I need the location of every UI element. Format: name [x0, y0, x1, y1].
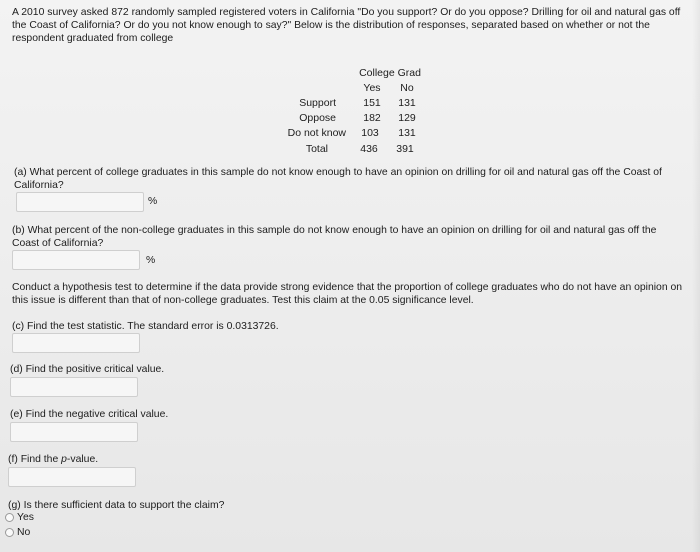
table-row-label: Support — [299, 97, 336, 109]
table-col-no: No — [400, 82, 414, 94]
table-row-label: Do not know — [287, 127, 346, 139]
table-cell: 436 — [360, 143, 378, 155]
table-cell: 103 — [361, 127, 379, 139]
question-d-text: (d) Find the positive critical value. — [10, 364, 165, 375]
radio-yes-label: Yes — [17, 512, 34, 523]
problem-intro: A 2010 survey asked 872 randomly sampled registered voters in California "Do you support? Or do you oppose? Drilling for oil and natural gas off the Coast of California? Or do you not know enough to say?" Below is the distribution of responses, separated based on whether or not the respondent graduated from college — [12, 7, 681, 44]
question-b-input[interactable] — [13, 251, 139, 269]
question-a-text: (a) What percent of college graduates in this sample do not know enough to have an opinion on drilling for oil and natural gas off the Coast of California? — [14, 167, 662, 191]
question-b-input-box — [12, 250, 140, 270]
table-cell: 151 — [363, 97, 381, 109]
question-e-text: (e) Find the negative critical value. — [10, 409, 169, 420]
table-cell: 131 — [398, 127, 416, 139]
table-col-yes: Yes — [363, 82, 381, 94]
question-b-unit: % — [146, 255, 156, 266]
question-c-input[interactable] — [13, 334, 139, 352]
question-f-input[interactable] — [9, 468, 135, 486]
table-row-label: Total — [305, 143, 328, 155]
radio-yes[interactable] — [5, 513, 14, 522]
table-cell: 391 — [396, 143, 414, 155]
table-header-college-grad: College Grad — [359, 67, 421, 79]
question-g-text: (g) Is there sufficient data to support the claim? — [8, 500, 225, 511]
question-e-input[interactable] — [11, 423, 137, 441]
radio-option-no[interactable] — [5, 527, 30, 538]
question-d-input[interactable] — [11, 378, 137, 396]
question-f-prefix: (f) Find the — [8, 454, 62, 465]
table-cell: 182 — [363, 112, 381, 124]
question-c-text: (c) Find the test statistic. The standard error is 0.0313726. — [12, 321, 279, 332]
hypothesis-instructions: Conduct a hypothesis test to determine if the data provide strong evidence that the proportion of college graduates who do not have an opinion on this issue is different than that of non-college graduates. Test this claim at the 0.05 significance level. — [12, 282, 683, 306]
question-b-text: (b) What percent of the non-college graduates in this sample do not know enough to have an opinion on drilling for oil and natural gas off the Coast of California? — [12, 225, 657, 249]
radio-no-label: No — [17, 527, 31, 538]
table-cell: 131 — [398, 97, 416, 109]
table-row-label: Oppose — [299, 112, 336, 124]
question-f-p-symbol: p — [61, 454, 67, 465]
radio-no[interactable] — [5, 528, 14, 537]
question-a-input[interactable] — [17, 193, 143, 211]
question-c-input-box — [12, 333, 140, 353]
question-a-input-box — [16, 192, 144, 212]
question-d-input-box — [10, 377, 138, 397]
question-f-text — [8, 453, 408, 466]
question-e-input-box — [10, 422, 138, 442]
question-a-unit: % — [148, 196, 158, 207]
radio-option-yes[interactable] — [5, 512, 34, 523]
table-cell: 129 — [398, 112, 416, 124]
screen-edge-shadow — [692, 0, 700, 552]
question-f-input-box — [8, 467, 136, 487]
question-f-suffix: -value. — [66, 454, 99, 465]
